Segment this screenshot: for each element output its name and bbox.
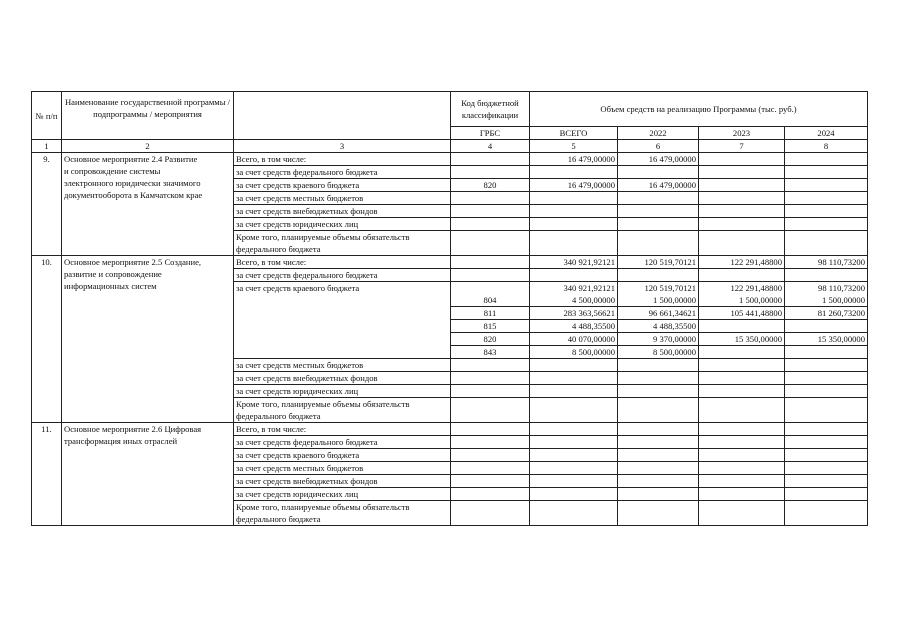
colnum: 2 [62,140,234,153]
y2023-value: 15 350,00000 [699,333,785,346]
total-value: 4 488,35500 [530,320,618,333]
source-regional: за счет средств краевого бюджета [234,179,451,192]
header-volume: Объем средств на реализацию Программы (тыс. руб.) [530,92,868,127]
source-legal: за счет средств юридических лиц [234,488,451,501]
source-offbudget: за счет средств внебюджетных фондов [234,205,451,218]
source-all: Всего, в том числе: [234,153,451,166]
y2024-value: 98 110,73200 [785,256,868,269]
source-regional: за счет средств краевого бюджета [234,449,451,462]
row-name-line: Основное мероприятие 2.4 Развитие [64,154,198,164]
row-name-line: развитие и сопровождение [64,269,162,279]
y2023-value: 1 500,00000 [699,294,785,307]
y2022-value: 120 519,70121 [618,256,699,269]
grbs-code: 815 [451,320,530,333]
total-value: 8 500,00000 [530,346,618,359]
source-local: за счет средств местных бюджетов [234,359,451,372]
y2023-value [699,320,785,333]
source-legal: за счет средств юридических лиц [234,218,451,231]
header-num: № п/п [32,92,62,140]
row-name-line: Основное мероприятие 2.5 Создание, [64,257,202,267]
source-besides: Кроме того, планируемые объемы обязательств [234,501,451,514]
row-name [62,256,234,423]
source-offbudget: за счет средств внебюджетных фондов [234,372,451,385]
row-name [62,153,234,256]
total-value: 16 479,00000 [530,153,618,166]
row-number: 10. [32,256,62,423]
y2023-value: 105 441,48800 [699,307,785,320]
source-besides-cont: федерального бюджета [234,243,451,256]
source-regional: за счет средств краевого бюджета [234,282,451,359]
source-legal: за счет средств юридических лиц [234,385,451,398]
source-federal: за счет средств федерального бюджета [234,166,451,179]
source-besides-cont: федерального бюджета [234,513,451,526]
colnum: 5 [530,140,618,153]
row-name-line: Основное мероприятие 2.6 Цифровая [64,424,202,434]
row-name-line: электронного юридически значимого [64,178,201,188]
source-all: Всего, в том числе: [234,256,451,269]
header-grbs: ГРБС [451,127,530,140]
y2022-value: 96 661,34621 [618,307,699,320]
row-number: 11. [32,423,62,526]
y2022-value: 120 519,70121 [618,282,699,295]
y2022-value: 1 500,00000 [618,294,699,307]
colnum: 3 [234,140,451,153]
header-total: ВСЕГО [530,127,618,140]
grbs-code: 811 [451,307,530,320]
source-local: за счет средств местных бюджетов [234,462,451,475]
table-row [32,423,868,436]
source-offbudget: за счет средств внебюджетных фондов [234,475,451,488]
header-2022: 2022 [618,127,699,140]
y2024-value: 1 500,00000 [785,294,868,307]
source-besides-cont: федерального бюджета [234,410,451,423]
row-name-line: информационных систем [64,281,157,291]
source-besides: Кроме того, планируемые объемы обязательств [234,231,451,244]
colnum: 7 [699,140,785,153]
total-value: 340 921,92121 [530,256,618,269]
table-row [32,256,868,269]
source-local: за счет средств местных бюджетов [234,192,451,205]
row-name-line: документооборота в Камчатском крае [64,190,203,200]
total-value: 40 070,00000 [530,333,618,346]
source-federal: за счет средств федерального бюджета [234,436,451,449]
grbs-code: 804 [451,294,530,307]
y2023-value: 122 291,48800 [699,282,785,295]
colnum: 4 [451,140,530,153]
grbs-code: 820 [451,333,530,346]
row-name [62,423,234,526]
y2022-value: 9 370,00000 [618,333,699,346]
y2024-value: 81 260,73200 [785,307,868,320]
table-row [32,153,868,166]
colnum: 1 [32,140,62,153]
y2022-value: 4 488,35500 [618,320,699,333]
y2022-value: 16 479,00000 [618,153,699,166]
row-number: 9. [32,153,62,256]
total-value: 16 479,00000 [530,179,618,192]
row-name-line: и сопровождение системы [64,166,161,176]
total-value: 4 500,00000 [530,294,618,307]
source-federal: за счет средств федерального бюджета [234,269,451,282]
y2022-value: 8 500,00000 [618,346,699,359]
header-kbk: Код бюджетной классификации [451,92,530,127]
y2022-value: 16 479,00000 [618,179,699,192]
y2024-value: 98 110,73200 [785,282,868,295]
y2024-value [785,320,868,333]
row-name-line: трансформация иных отраслей [64,436,178,446]
colnum: 8 [785,140,868,153]
header-name: Наименование государственной программы / подпрограммы / мероприятия [62,92,234,140]
y2024-value [785,346,868,359]
grbs-code: 843 [451,346,530,359]
total-value: 340 921,92121 [530,282,618,295]
source-besides: Кроме того, планируемые объемы обязательств [234,398,451,411]
column-number-row [32,140,868,153]
header-2023: 2023 [699,127,785,140]
y2024-value: 15 350,00000 [785,333,868,346]
header-empty [234,92,451,140]
y2023-value: 122 291,48800 [699,256,785,269]
budget-table [31,91,868,526]
total-value: 283 363,56621 [530,307,618,320]
source-all: Всего, в том числе: [234,423,451,436]
y2023-value [699,346,785,359]
colnum: 6 [618,140,699,153]
grbs-code: 820 [451,179,530,192]
header-2024: 2024 [785,127,868,140]
